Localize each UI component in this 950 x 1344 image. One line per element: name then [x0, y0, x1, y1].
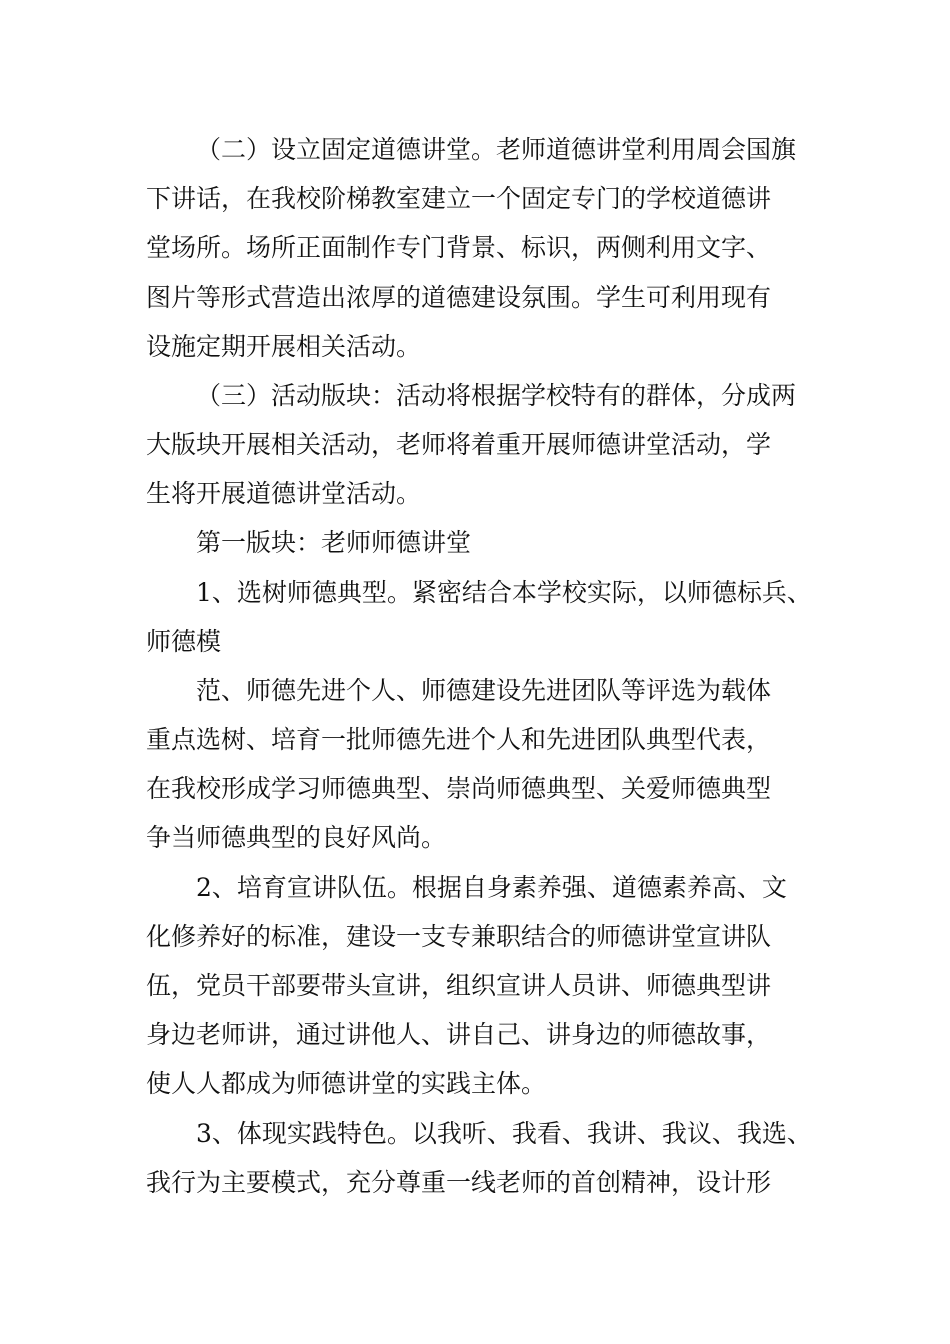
text-line: 师德模	[146, 627, 222, 656]
text-line: 身边老师讲，通过讲他人、讲自己、讲身边的师德故事，	[146, 1020, 772, 1049]
text-line: 1、选树师德典型。紧密结合本学校实际，以师德标兵、	[196, 578, 812, 607]
text-line: 生将开展道德讲堂活动。	[146, 479, 422, 508]
text-line: 在我校形成学习师德典型、崇尚师德典型、关爱师德典型	[146, 774, 772, 803]
text-line: 化修养好的标准，建设一支专兼职结合的师德讲堂宣讲队	[146, 922, 772, 951]
text-line: 伍，党员干部要带头宣讲，组织宣讲人员讲、师德典型讲	[146, 971, 772, 1000]
text-line: 图片等形式营造出浓厚的道德建设氛围。学生可利用现有	[146, 283, 772, 312]
text-line: 使人人都成为师德讲堂的实践主体。	[146, 1069, 547, 1098]
text-line: 3、体现实践特色。以我听、我看、我讲、我议、我选、	[196, 1119, 812, 1148]
text-line: 大版块开展相关活动，老师将着重开展师德讲堂活动，学	[146, 430, 772, 459]
text-line: 2、培育宣讲队伍。根据自身素养强、道德素养高、文	[196, 873, 787, 902]
text-line: 重点选树、培育一批师德先进个人和先进团队典型代表，	[146, 725, 772, 754]
text-line: 范、师德先进个人、师德建设先进团队等评选为载体	[196, 676, 772, 705]
text-line: 争当师德典型的良好风尚。	[146, 823, 447, 852]
text-line: 我行为主要模式，充分尊重一线老师的首创精神，设计形	[146, 1168, 772, 1197]
text-line: 堂场所。场所正面制作专门背景、标识，两侧利用文字、	[146, 233, 772, 262]
section-heading: 第一版块：老师师德讲堂	[196, 528, 472, 557]
text-line: （三）活动版块：活动将根据学校特有的群体，分成两	[196, 381, 797, 410]
text-line: 设施定期开展相关活动。	[146, 332, 422, 361]
text-line: （二）设立固定道德讲堂。老师道德讲堂利用周会国旗	[196, 135, 797, 164]
text-line: 下讲话，在我校阶梯教室建立一个固定专门的学校道德讲	[146, 184, 772, 213]
